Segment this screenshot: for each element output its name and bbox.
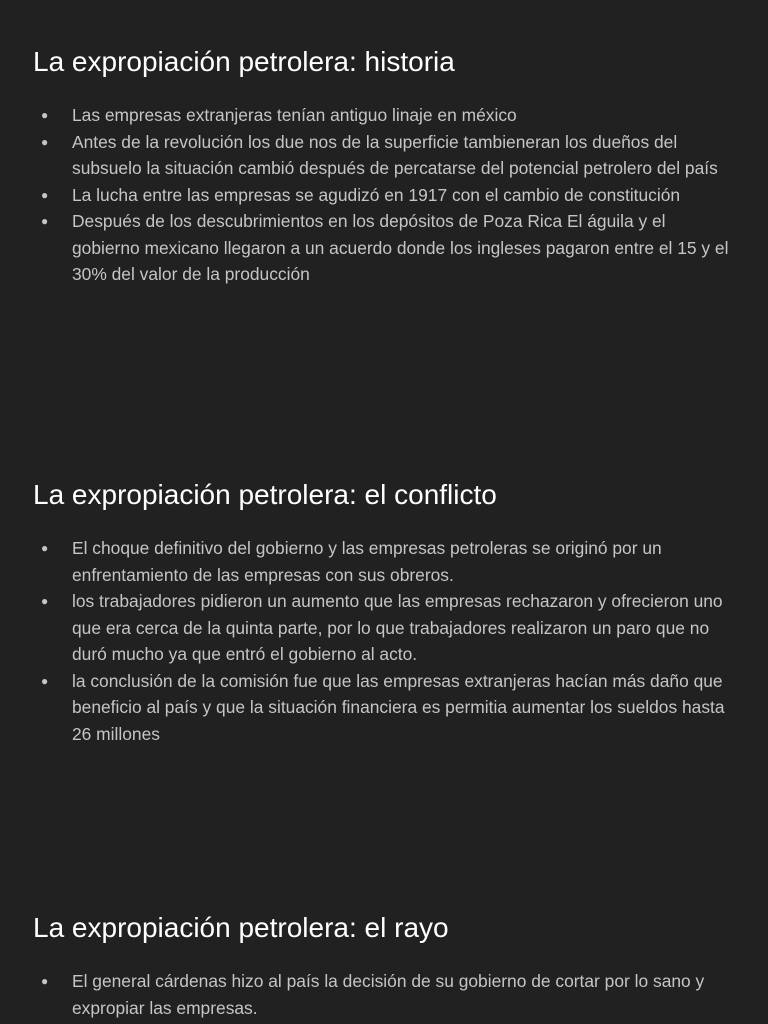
bullet-dot-icon: ●: [41, 541, 49, 555]
bullet-item: [0, 208, 768, 288]
bullet-item: [0, 129, 768, 182]
bullet-dot-icon: ●: [41, 108, 49, 122]
bullet-text: la conclusión de la comisión fue que las empresas extranjeras hacían más daño que beneficio al país y que la situación financiera es permitia aumentar los sueldos hasta 26 millones: [72, 670, 725, 744]
bullet-item: [0, 968, 768, 1021]
bullet-item: [0, 668, 768, 748]
bullet-dot-icon: ●: [41, 974, 49, 988]
bullet-text: El general cárdenas hizo al país la decisión de su gobierno de cortar por lo sano y expropiar las empresas.: [72, 971, 705, 1018]
bullet-list: [0, 102, 768, 288]
bullet-item: [0, 535, 768, 588]
slide-rayo: [0, 866, 768, 1024]
bullet-text: El choque definitivo del gobierno y las empresas petroleras se originó por un enfrentamiento de las empresas con sus obreros.: [72, 538, 662, 585]
bullet-text: La lucha entre las empresas se agudizó en 1917 con el cambio de constitución: [72, 184, 681, 205]
slide-historia: [0, 0, 768, 433]
bullet-item: [0, 588, 768, 668]
bullet-dot-icon: ●: [41, 673, 49, 688]
bullet-item: [0, 102, 768, 129]
slide-conflicto: [0, 433, 768, 866]
bullet-dot-icon: ●: [41, 187, 49, 202]
bullet-text: Antes de la revolución los due nos de la superficie tambieneran los dueños del subsuelo la situación cambió después de percatarse del potencial petrolero del país: [72, 131, 718, 178]
bullet-text: Después de los descubrimientos en los depósitos de Poza Rica El águila y el gobierno mexicano llegaron a un acuerdo donde los ingleses pagaron entre el 15 y el 30% del valor de la producción: [72, 211, 729, 284]
bullet-text: Las empresas extranjeras tenían antiguo linaje en méxico: [72, 105, 517, 125]
bullet-dot-icon: ●: [41, 134, 49, 149]
slide-title: La expropiación petrolera: el rayo: [33, 912, 449, 943]
bullet-list: [0, 535, 768, 747]
bullet-list: [0, 968, 768, 1021]
slide-title: La expropiación petrolera: historia: [33, 46, 455, 77]
bullet-item: [0, 182, 768, 209]
slide-title: La expropiación petrolera: el conflicto: [33, 479, 497, 510]
bullet-dot-icon: ●: [41, 594, 49, 608]
bullet-text: los trabajadores pidieron un aumento que las empresas rechazaron y ofrecieron uno que era cerca de la quinta parte, por lo que trabajadores realizaron un paro que no duró mucho ya que entró el gobierno al acto.: [72, 591, 723, 664]
bullet-dot-icon: ●: [41, 214, 49, 228]
